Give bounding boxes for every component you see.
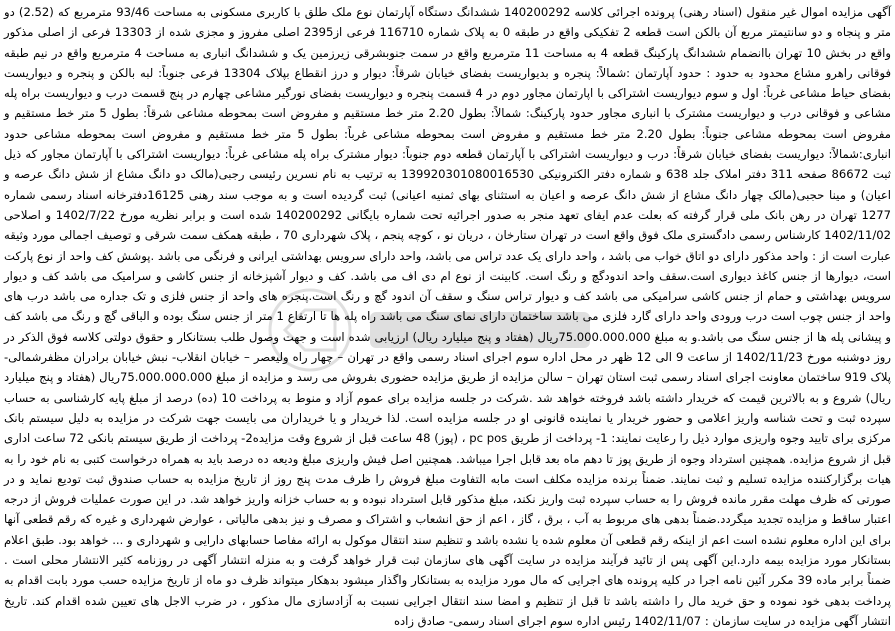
auction-notice-text: آگهی مزایده اموال غیر منقول (اسناد رهنی) پرونده اجرائی کلاسه 140200292 ششدانگ دستگاه آپارتمان نوع ملک طلق با کاربری مسکونی به مساحت 93/46 مترمربع که (2.52) دو متر و پنجاه و دو سانتیمتر مربع آن بالکن است قطعه 2 تفکیکی واقع در طبقه 0 به پلاک شماره 116710 فرعی از2395 اصلی مفروز و مجزی شده از 13303 فرعی از اصلی مذکور واقع در بخش 10 تهران باانضمام ششدانگ پارکینگ قطعه 4 به مساحت 11 مترمربع واقع در سمت جنوبشرقی زیرزمین یک و ششدانگ انباری به مساحت 4 مترمربع واقع در نیم طبقه فوقانی راهرو مشاع محدود به حدود : حدود آپارتمان :شمالاً: پنجره و بدیواریست بفضای خیابان شرقاً: دیوار و درز انقطاع بپلاک 13304 فرعی جنوباً: لبه بالکن و پنجره و دیواریست بفضای حیاط مشاعی غرباً: اول و سوم دیواریست اشتراکی با اپارتمان مجاور دوم در 4 قسمت پنجره و دیواریست بفضای نورگیر مشاعی چهارم در پنج قسمت درب و دیواریست براه پله مشاعی و فوقانی درب و دیواریست مشترک با انباری مجاور حدود پارکینگ: شمالاً: بطول 2.20 متر خط مستقیم و مفروض است بمحوطه مشاعی شرقاً: بطول 5 متر خط مستقیم و مفروض است بمحوطه مشاعی جنوباً: بطول 2.20 متر خط مستقیم و مفروض است بمحوطه مشاعی غرباً: بطول 5 متر خط مستقیم و مفروض است بمحوطه مشاعی حدود انباری:شمالاً: دیواریست بفضای خیابان شرقاً: درب و دیواریست اشتراکی با آپارتمان قطعه دوم جنوباً: دیوار مشترک براه پله مشاعی غرباً: دیواریست اشتراکی با آپارتمان مجاور که ذیل ثبت 86672 صفحه 311 دفتر املاک جلد 638 و شماره دفتر الکترونیکی 139920301080016530 به ترتیب به نام نسرین رئیسی رجبی(مالک دو دانگ مشاع از شش دانگ عرصه و اعیان) و مینا حجبی(مالک چهار دانگ مشاع از شش دانگ عرصه و اعیان به استثنای بهای ثمنیه اعیانی) ثبت گردیده است و به موجب سند رهنی 16125دفترخانه اسناد رسمی شماره 1277 تهران در رهن بانک ملی قرار گرفته که بعلت عدم ایفای تعهد منجر به صدور اجرائیه تحت شماره بایگانی 140200292 شده است و برابر نظریه مورخ 1402/7/22 و اصلاحی 1402/11/02 کارشناس رسمی دادگستری ملک فوق واقع است در تهران ستارخان ، دریان نو ، کوچه پنجم ، پلاک شهرداری 70 ، طبقه همکف سمت شرقی و توصیف اجمالی مورد وثیقه عبارت است از : واحد مذکور دارای دو اتاق خواب می باشد ، واحد دارای یک عدد تراس می باشد، واحد دارای سرویس بهداشتی ایرانی و فرنگی می باشد .پوشش کف واحد از نوع پارکت است، دیوارها از جنس کاغذ دیواری است.سقف واحد اندودگچ و رنگ است. کابینت از نوع ام دی اف می باشد. کف و دیوار آشپزخانه از جنس کاشی و سرامیک می باشد کف و دیوار سرویس بهداشتی و حمام از جنس کاشی سرامیکی می باشد کف و دیوار تراس سنگ و سقف آن اندود گچ و رنگ است.پنجره های واحد از جنس فلزی و تک جداره می باشد درب های واحد از جنس چوب است درب ورودی واحد دارای گارد فلزی می باشد ساختمان دارای نمای سنگ می باشد راه پله ها تا ارتفاع 1 متر از جنس سنگ بوده و الباقی گچ و رنگ می باشد کف و پیشانی پله ها از جنس سنگ می باشد.و به مبلغ 75.000.000.000ریال (هفتاد و پنج میلیارد ریال) ارزیابی شده است و جهت وصول طلب بستانکار و حقوق دولتی کلاسه فوق الذکر در روز دوشنبه مورخ 1402/11/23 از ساعت 9 الی 12 ظهر در محل اداره سوم اجرای اسناد رسمی واقع در تهران – چهار راه ولیعصر – خیابان انقلاب- نبش خیابان برادران مظفرشمالی- پلاک 919 ساختمان معاونت اجرای اسناد رسمی ثبت استان تهران – سالن مزایده از طریق مزایده حضوری بفروش می رسد و مزایده از مبلغ 75.000.000.000ریال (هفتاد و پنج میلیارد ریال) شروع و به بالاترین قیمت که خریدار داشته باشد فروخته خواهد شد .شرکت در جلسه مزایده برای عموم آزاد و منوط به پرداخت 10 (ده) درصد از مبلغ پایه کارشناسی به حساب سپرده ثبت و تحت شناسه واریز اعلامی و حضور خریدار یا نماینده قانونی او در جلسه مزایده است. لذا خریدار و یا خریداران می بایست جهت شرکت در مزایده به دلیل سیستم بانک مرکزی برای تایید وجوه واریزی موارد ذیل را رعایت نمایند: 1- پرداخت از طریق pc pos ، (پوز) 48 ساعت قبل از شروع وقت مزایده2- پرداخت از طریق سیستم بانکی 72 ساعت اداری قبل از شروع مزایده. همچنین استرداد وجوه از طریق پوز تا دهم ماه بعد قابل اجرا میباشد. همچنین اصل فیش واریزی مبلغ ودیعه ده درصد باید به همراه درخواست کتبی به نام خود را به هیات برگزارکننده مزایده تسلیم و ثبت نمایند. ضمناً برنده مزایده مکلف است مابه التفاوت مبلغ فروش را ظرف مدت پنج روز از تاریخ مزایده به حساب صندوق ثبت تودیع نماید و در صورتی که ظرف مهلت مقرر مانده فروش را به حساب سپرده ثبت واریز نکند، مبلغ مذکور قابل استرداد نبوده و به حساب خزانه واریز خواهد شد. در این صورت عملیات فروش از درجه اعتبار ساقط و مزایده تجدید میگردد.ضمناً بدهی های مربوط به آب ، برق ، گاز ، اعم از حق انشعاب و اشتراک و مصرف و نیز بدهی مالیاتی ، عوارض شهرداری و غیره که رقم قطعی آنها برای این اداره معلوم نشده است اعم از اینکه رقم قطعی آن معلوم شده یا نشده باشد و تنظیم سند انتقال موکول به ارائه مفاصا حسابهای دارایی و شهرداری و ... خواهد بود. طبق اعلام بستانکار مورد مزایده بیمه دارد.این آگهی پس از تائید فرآیند مزایده در سایت آگهی های سازمان ثبت قرار خواهد گرفت و به منزله انتشار آگهی در روزنامه کثیر الانتشار محلی است . ضمناً برابر ماده 39 مکرر آئین نامه اجرا در کلیه پرونده های اجرایی که مال مورد مزایده به بستانکار واگذار میشود بدهکار میتواند ظرف دو ماه از تاریخ مزایده حسب مورد بابت اقدام به پرداخت بدهی خود نموده و حق خرید مال را داشته باشد تا قبل از تنظیم و امضا سند انتقال اجرایی نسبت به آزادسازی مال مذکور ، در ضرب الاجل های تعیین شده اقدام کند. تاریخ انتشار آگهی مزایده در سایت سازمان : 1402/11/07 رئیس اداره سوم اجرای اسناد رسمی- صادق زاده <box>4 5 892 628</box>
auction-notice <box>4 2 891 629</box>
